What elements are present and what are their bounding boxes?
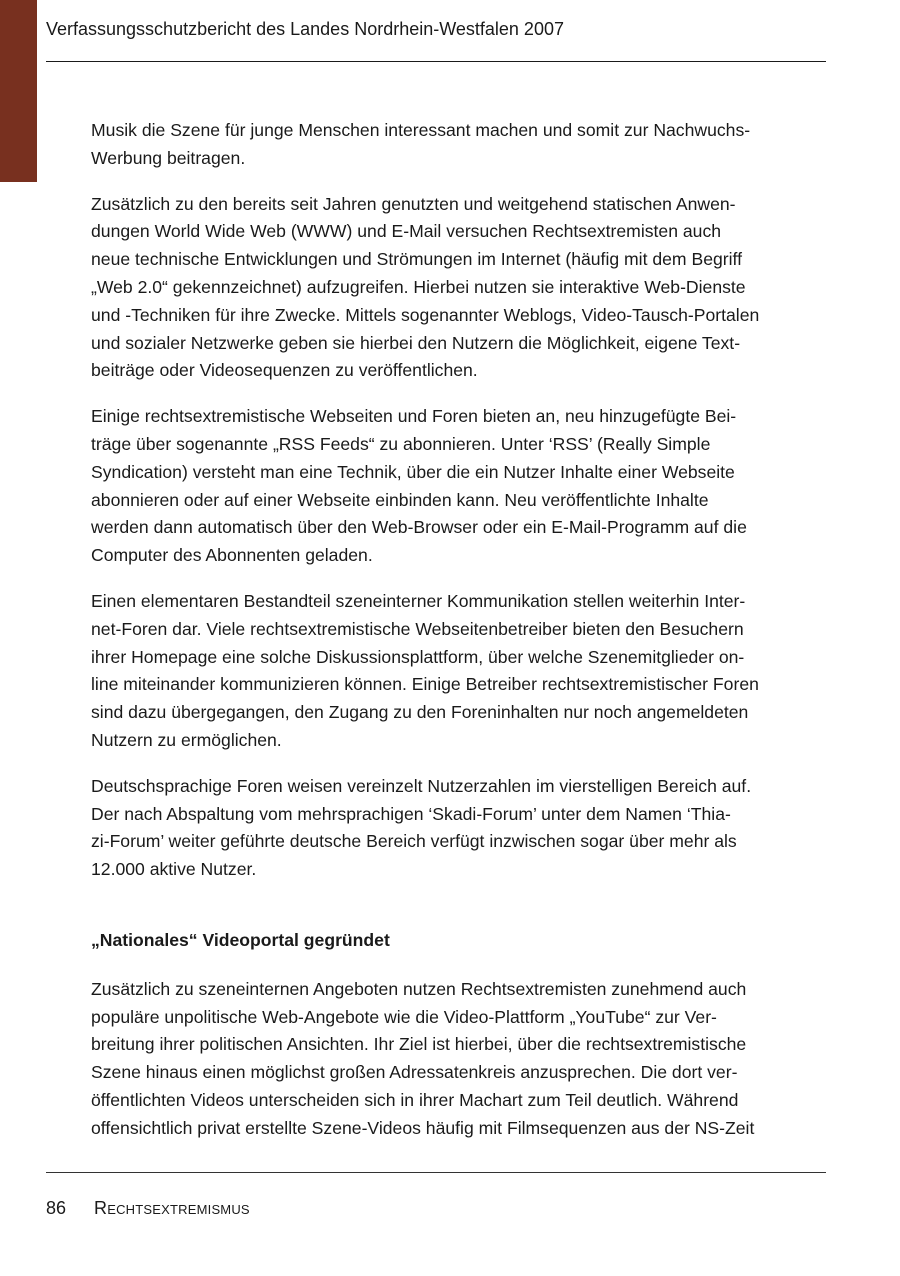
- text-line: „Web 2.0“ gekennzeichnet) aufzugreifen. Hierbei nutzen sie interaktive Web-Dienste: [91, 276, 746, 297]
- text-line: dungen World Wide Web (WWW) und E-Mail versuchen Rechtsextremisten auch: [91, 221, 722, 242]
- text-line: und sozialer Netzwerke geben sie hierbei den Nutzern die Möglichkeit, eigene Text-: [91, 332, 741, 353]
- paragraph-web-2-0: [91, 191, 826, 386]
- text-line: beiträge oder Videosequenzen zu veröffentlichen.: [91, 360, 478, 381]
- text-line: Nutzern zu ermöglichen.: [91, 729, 282, 750]
- text-line: ihrer Homepage eine solche Diskussionsplattform, über welche Szenemitglieder on-: [91, 646, 745, 667]
- text-line: Werbung beitragen.: [91, 147, 246, 168]
- paragraph-music-recruitment: [91, 117, 826, 173]
- header-divider: [46, 61, 826, 62]
- text-line: line miteinander kommunizieren können. Einige Betreiber rechtsextremistischer Foren: [91, 674, 759, 695]
- text-line: Einen elementaren Bestandteil szeneinterner Kommunikation stellen weiterhin Inter-: [91, 590, 746, 611]
- text-line: 12.000 aktive Nutzer.: [91, 859, 257, 880]
- text-line: abonnieren oder auf einer Webseite einbinden kann. Neu veröffentlichte Inhalte: [91, 489, 709, 510]
- text-line: sind dazu übergegangen, den Zugang zu den Foreninhalten nur noch angemeldeten: [91, 702, 749, 723]
- text-line: Deutschsprachige Foren weisen vereinzelt Nutzerzahlen im vierstelligen Bereich auf.: [91, 775, 752, 796]
- text-line: Zusätzlich zu szeneinternen Angeboten nutzen Rechtsextremisten zunehmend auch: [91, 978, 747, 999]
- text-line: Syndication) versteht man eine Technik, über die ein Nutzer Inhalte einer Webseite: [91, 461, 735, 482]
- chapter-color-tab: [0, 0, 37, 182]
- text-line: breitung ihrer politischen Ansichten. Ihr Ziel ist hierbei, über die rechtsextremistische: [91, 1034, 747, 1055]
- text-line: Einige rechtsextremistische Webseiten und Foren bieten an, neu hinzugefügte Bei-: [91, 406, 737, 427]
- page-body: [91, 117, 826, 1161]
- text-line: Musik die Szene für junge Menschen interessant machen und somit zur Nachwuchs-: [91, 120, 751, 140]
- text-line: öffentlichten Videos unterscheiden sich in ihrer Machart zum Teil deutlich. Während: [91, 1089, 739, 1110]
- paragraph-internet-forums: [91, 588, 826, 755]
- text-line: Zusätzlich zu den bereits seit Jahren genutzten und weitgehend statischen Anwen-: [91, 193, 736, 214]
- text-line: träge über sogenannte „RSS Feeds“ zu abonnieren. Unter ‘RSS’ (Really Simple: [91, 433, 711, 454]
- footer-divider: [46, 1172, 826, 1173]
- text-line: Computer des Abonnenten geladen.: [91, 545, 373, 566]
- text-line: populäre unpolitische Web-Angebote wie die Video-Plattform „YouTube“ zur Ver-: [91, 1006, 717, 1027]
- section-heading: „Nationales“ Videoportal gegründet: [91, 929, 390, 950]
- paragraph-video-platforms: [91, 976, 826, 1143]
- running-header-title: Verfassungsschutzbericht des Landes Nordrhein-Westfalen 2007: [46, 19, 564, 39]
- paragraph-forum-user-numbers: [91, 773, 826, 884]
- text-line: und -Techniken für ihre Zwecke. Mittels sogenannter Weblogs, Video-Tausch-Portalen: [91, 304, 760, 325]
- text-line: werden dann automatisch über den Web-Browser oder ein E-Mail-Programm auf die: [91, 517, 747, 538]
- footer-section-name: Rechtsextremismus: [94, 1198, 250, 1218]
- page-number: 86: [46, 1198, 67, 1218]
- text-line: net-Foren dar. Viele rechtsextremistische Webseitenbetreiber bieten den Besuchern: [91, 618, 744, 639]
- text-line: zi-Forum’ weiter geführte deutsche Bereich verfügt inzwischen sogar über mehr als: [91, 831, 737, 852]
- text-line: offensichtlich privat erstellte Szene-Videos häufig mit Filmsequenzen aus der NS-Zeit: [91, 1117, 755, 1138]
- text-line: Szene hinaus einen möglichst großen Adressatenkreis anzusprechen. Die dort ver-: [91, 1062, 738, 1083]
- paragraph-rss-feeds: [91, 403, 826, 570]
- text-line: Der nach Abspaltung vom mehrsprachigen ‘Skadi-Forum’ unter dem Namen ‘Thia-: [91, 803, 731, 824]
- text-line: neue technische Entwicklungen und Strömungen im Internet (häufig mit dem Begriff: [91, 249, 743, 270]
